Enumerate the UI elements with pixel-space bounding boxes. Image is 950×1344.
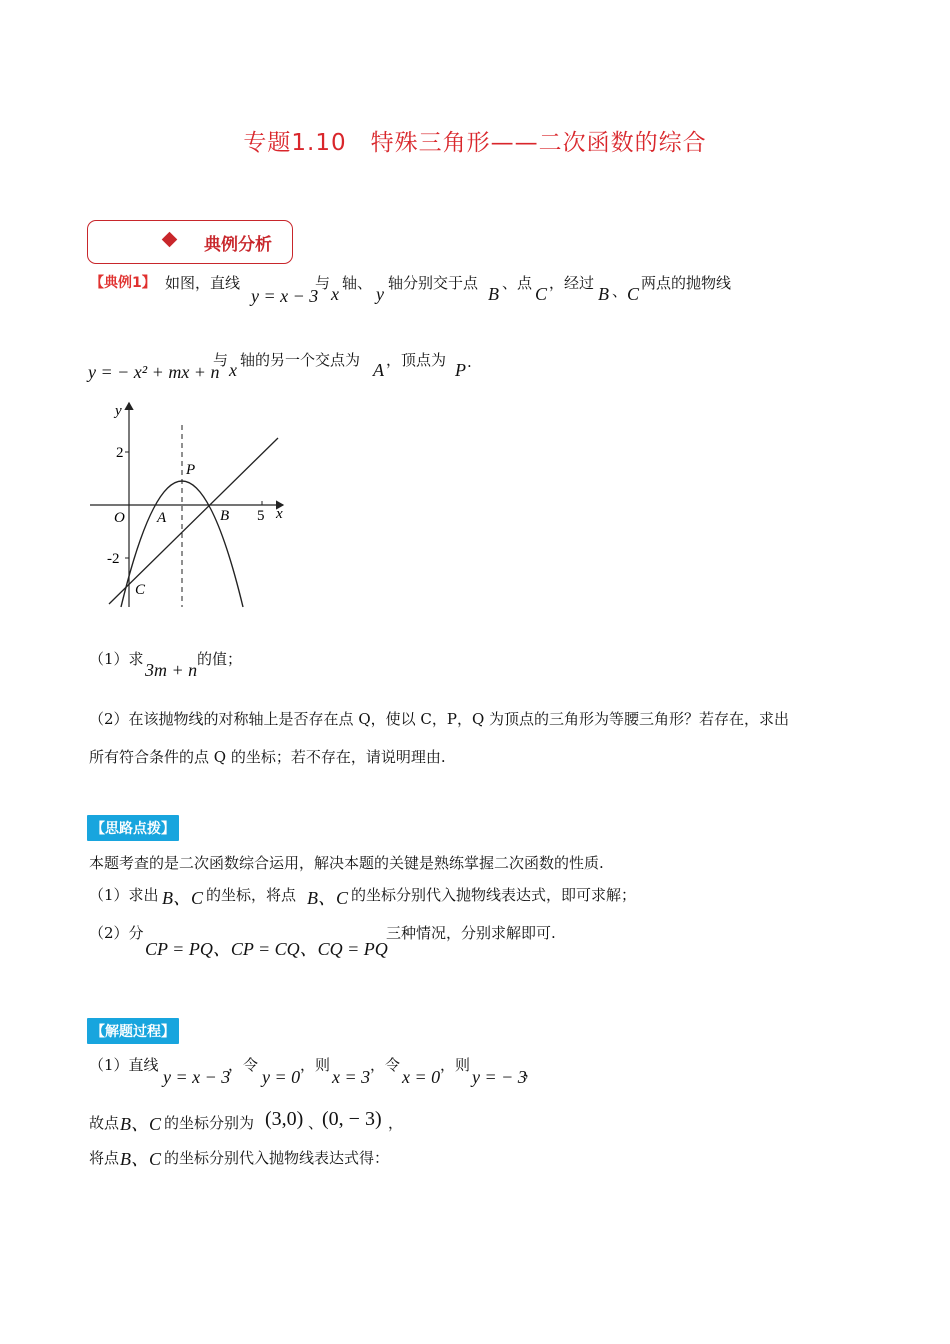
sol-eq: y = 0: [262, 1067, 301, 1087]
example-text: 轴的另一个交点为: [240, 351, 361, 369]
hint-line3: 三种情况，分别求解即可.: [386, 924, 556, 942]
points-BC: B、C: [162, 888, 204, 908]
var-x: x: [331, 284, 339, 304]
hint-line2: 的坐标，将点: [206, 886, 297, 904]
example-text: 轴、: [342, 274, 373, 292]
example-text: .: [467, 353, 472, 371]
question-2-line1: （2）在该抛物线的对称轴上是否存在点 Q，使以 C，P，Q 为顶点的三角形为等腰三角形？若存在，求出: [89, 710, 790, 728]
question-1: （1）求: [89, 650, 144, 668]
origin-label: O: [114, 510, 125, 526]
hint-line3: （2）分: [89, 924, 144, 942]
function-graph: [85, 395, 295, 610]
solution-badge: 【解题过程】: [87, 1018, 179, 1044]
solution-line1: ，令: [228, 1056, 259, 1074]
example-text: 如图，直线: [165, 274, 241, 292]
coord-B: (3,0): [265, 1108, 304, 1130]
x-label: x: [276, 506, 283, 522]
sol-eq: x = 3: [332, 1067, 371, 1087]
section-header: [87, 220, 293, 264]
points-BC: B、C: [120, 1114, 162, 1134]
point-P: P: [455, 360, 466, 380]
tick-5: 5: [257, 508, 265, 524]
B-label: B: [220, 508, 230, 524]
solution-line2: 的坐标分别为: [164, 1114, 255, 1132]
var-y: y: [376, 284, 384, 304]
example-text: ，顶点为: [386, 351, 447, 369]
section-label: 典例分析: [204, 235, 272, 255]
hint-line2: 的坐标分别代入抛物线表达式，即可求解；: [351, 886, 637, 904]
example-text: ，经过: [549, 274, 595, 292]
solution-line1: （1）直线: [89, 1056, 159, 1074]
solution-line1: ，则: [300, 1056, 331, 1074]
y-label: y: [115, 403, 122, 419]
sol-eq: x = 0: [402, 1067, 441, 1087]
tick-2: 2: [116, 445, 124, 461]
point-C: C: [535, 284, 548, 304]
var-x: x: [229, 360, 237, 380]
page-title: 专题1.10 特殊三角形——二次函数的综合: [243, 130, 707, 156]
P-label: P: [186, 462, 196, 478]
example-text: 与: [315, 274, 331, 292]
solution-line1: ，则: [440, 1056, 471, 1074]
example-text: 两点的抛物线: [641, 274, 732, 292]
point-A: A: [373, 360, 384, 380]
q1-expression: 3m + n: [145, 660, 198, 680]
line-equation: y = x − 3: [251, 286, 319, 306]
solution-line3: 的坐标分别代入抛物线表达式得：: [164, 1149, 390, 1167]
point-B: B: [598, 284, 609, 304]
solution-line2: 故点: [89, 1114, 120, 1132]
solution-line1: ，令: [370, 1056, 401, 1074]
question-1: 的值；: [197, 650, 243, 668]
example-tag: 【典例1】: [90, 275, 156, 291]
question-2-line2: 所有符合条件的点 Q 的坐标；若不存在，请说明理由.: [89, 748, 446, 766]
coord-C: (0, − 3): [322, 1108, 382, 1130]
solution-line2: 、: [308, 1114, 324, 1132]
tick-minus-2: -2: [107, 551, 120, 567]
example-text: 与: [213, 351, 229, 369]
sol-eq: y = − 3: [472, 1067, 527, 1087]
point-C: C: [627, 284, 640, 304]
hint-badge: 【思路点拨】: [87, 815, 179, 841]
points-BC: B、C: [120, 1149, 162, 1169]
point-B: B: [488, 284, 499, 304]
example-text: 、: [612, 282, 628, 300]
A-label: A: [157, 510, 167, 526]
parabola-equation: y = − x² + mx + n: [88, 362, 220, 382]
example-text: 、点: [502, 274, 533, 292]
hint-line2: （1）求出: [89, 886, 159, 904]
solution-line1: ，: [524, 1062, 540, 1080]
diamond-icon: [162, 232, 178, 248]
points-BC: B、C: [307, 888, 349, 908]
hint-cases: CP = PQ、CP = CQ、CQ = PQ: [145, 939, 388, 959]
solution-line3: 将点: [89, 1149, 120, 1167]
hint-line1: 本题考查的是二次函数综合运用，解决本题的关键是熟练掌握二次函数的性质.: [89, 854, 604, 872]
C-label: C: [135, 582, 146, 598]
solution-line2: ，: [388, 1114, 404, 1132]
example-text: 轴分别交于点: [388, 274, 479, 292]
sol-eq: y = x − 3: [163, 1067, 231, 1087]
